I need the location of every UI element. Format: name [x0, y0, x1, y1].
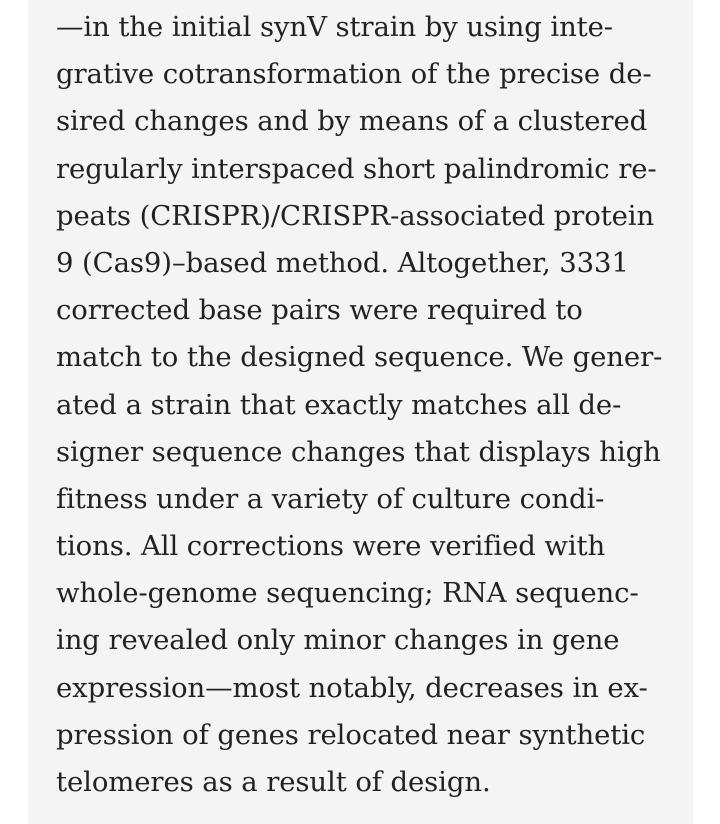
paragraph-line: grative cotransformation of the precise de-: [56, 58, 652, 91]
paragraph-line: signer sequence changes that displays high: [56, 435, 661, 468]
paragraph-line: corrected base pairs were required to: [56, 294, 583, 327]
paragraph-line: expression—most notably, decreases in ex-: [56, 671, 648, 704]
paragraph-line: ing revealed only minor changes in gene: [56, 624, 620, 657]
paragraph-line: tions. All corrections were verified with: [56, 530, 606, 563]
paragraph-line: sired changes and by means of a clustered: [56, 105, 648, 138]
paragraph-line: 9 (Cas9)–based method. Altogether, 3331: [56, 246, 629, 279]
paragraph-line: —in the initial synV strain by using inte-: [56, 11, 613, 43]
paragraph-line: whole-genome sequencing; RNA sequenc-: [56, 577, 639, 610]
abstract-paragraph: [56, 4, 676, 806]
paragraph-line: match to the designed sequence. We gener-: [56, 341, 663, 374]
paragraph-line: telomeres as a result of design.: [56, 766, 491, 798]
paragraph-line: fitness under a variety of culture condi-: [56, 482, 605, 515]
paragraph-line: peats (CRISPR)/CRISPR-associated protein: [56, 199, 655, 232]
paragraph-line: ated a strain that exactly matches all de-: [56, 388, 622, 421]
paragraph-line: regularly interspaced short palindromic re-: [56, 152, 657, 185]
paragraph-line: pression of genes relocated near synthetic: [56, 718, 646, 751]
